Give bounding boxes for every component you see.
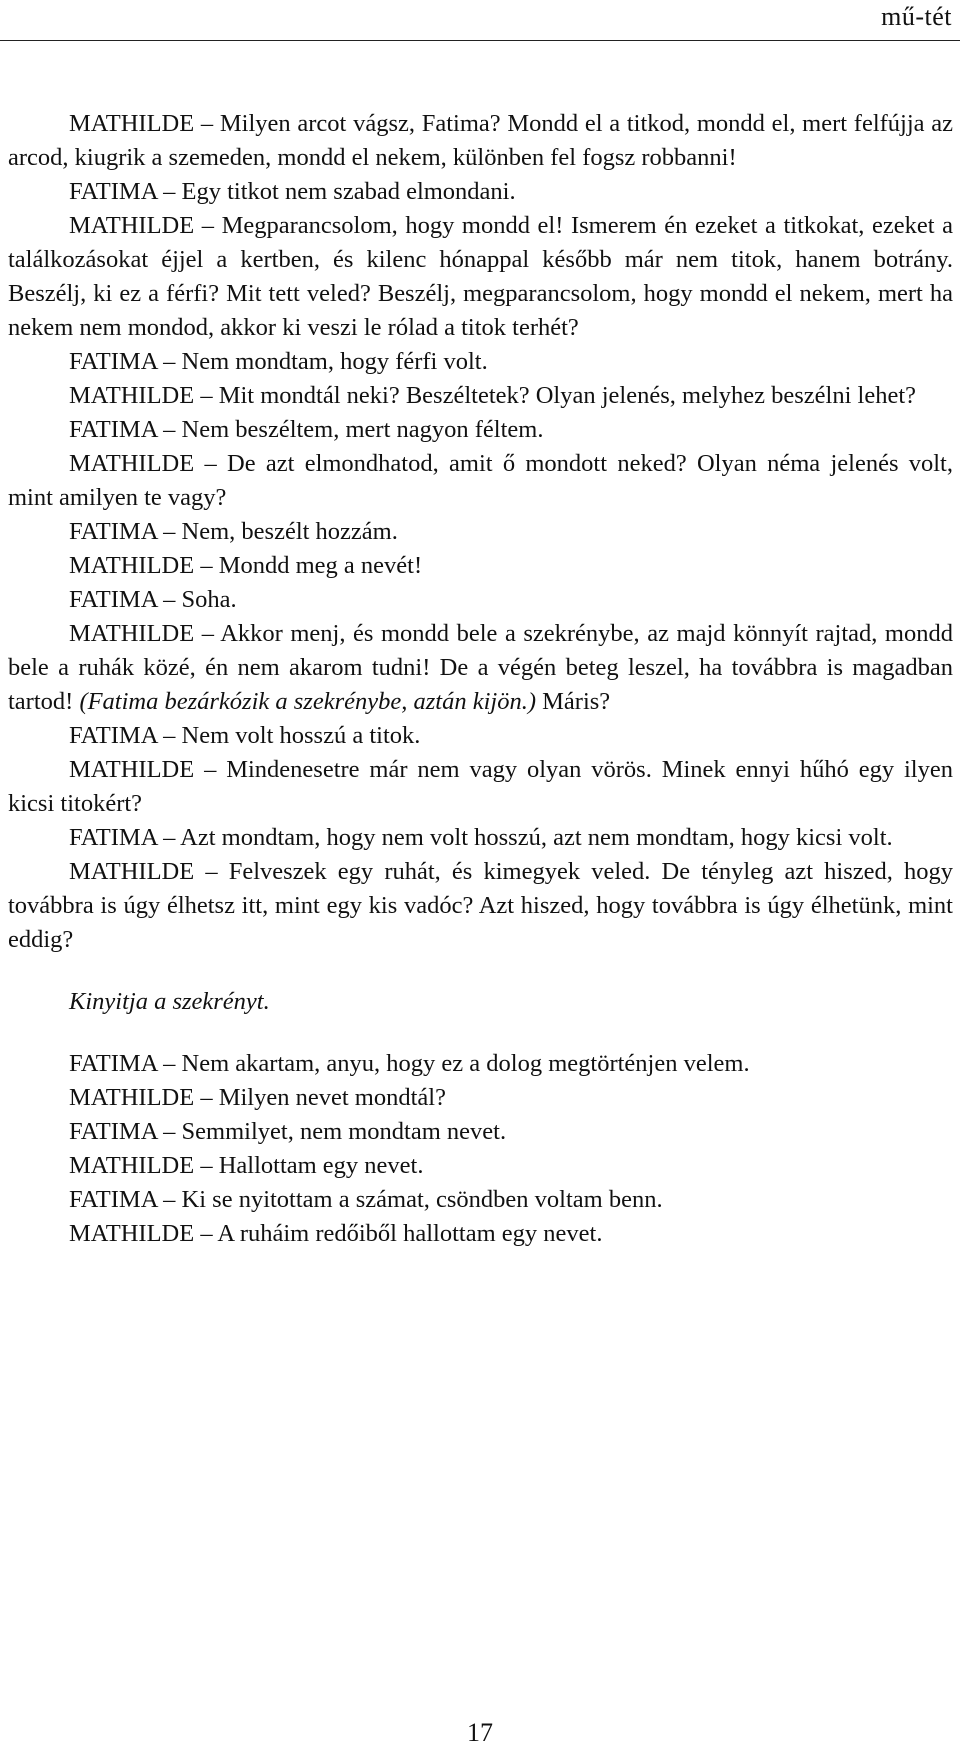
- dialogue-line: FATIMA – Nem, beszélt hozzám.: [69, 518, 398, 545]
- dialogue-line: MATHILDE – Megparancsolom, hogy mondd el! Ismerem én ezeket a titkokat, ezeket a találkozásokat éjjel a kertben, és kilenc hónappal később már nem titok, hanem botrány. Beszélj, ki ez a férfi? Mit tett veled? Beszélj, megparancsolom, hogy mondd el nekem, mert ha nekem nem mondod, akkor ki veszi le rólad a titok terhét?: [8, 212, 953, 341]
- dialogue-line: MATHILDE – De azt elmondhatod, amit ő mondott neked? Olyan néma jelenés volt, mint amilyen te vagy?: [8, 450, 953, 511]
- dialogue-text: Máris?: [536, 688, 611, 715]
- dialogue-line: FATIMA – Nem mondtam, hogy férfi volt.: [69, 348, 488, 375]
- dialogue-line: FATIMA – Egy titkot nem szabad elmondani.: [69, 178, 516, 205]
- dialogue-text: MATHILDE – Akkor menj, és mondd bele a szekrénybe, az majd könnyít rajtad, mondd bele a ruhák közé, én nem akarom tudni! De a végén beteg leszel, ha továbbra is magadban tartod!: [8, 620, 953, 715]
- dialogue-line: MATHILDE – Mindenesetre már nem vagy olyan vörös. Minek ennyi hűhó egy ilyen kicsi titokért?: [8, 756, 953, 817]
- play-text: [8, 107, 953, 1251]
- dialogue-line: FATIMA – Nem beszéltem, mert nagyon féltem.: [69, 416, 544, 443]
- dialogue-line: FATIMA – Soha.: [69, 586, 237, 613]
- dialogue-line: MATHILDE – Mondd meg a nevét!: [69, 552, 423, 579]
- dialogue-line: FATIMA – Azt mondtam, hogy nem volt hosszú, azt nem mondtam, hogy kicsi volt.: [69, 824, 893, 851]
- page-number: 17: [467, 1718, 493, 1747]
- stage-direction-inline: (Fatima bezárkózik a szekrénybe, aztán kijön.): [79, 688, 536, 715]
- dialogue-line: MATHILDE – Mit mondtál neki? Beszéltetek? Olyan jelenés, melyhez beszélni lehet?: [69, 382, 917, 409]
- dialogue-line: MATHILDE – Milyen nevet mondtál?: [69, 1084, 446, 1111]
- dialogue-line: FATIMA – Nem akartam, anyu, hogy ez a dolog megtörténjen velem.: [69, 1050, 750, 1077]
- dialogue-line: MATHILDE – A ruháim redőiből hallottam egy nevet.: [69, 1220, 603, 1247]
- dialogue-line: FATIMA – Ki se nyitottam a számat, csöndben voltam benn.: [69, 1186, 663, 1213]
- dialogue-line: [8, 617, 953, 719]
- dialogue-line: FATIMA – Semmilyet, nem mondtam nevet.: [69, 1118, 507, 1145]
- dialogue-line: FATIMA – Nem volt hosszú a titok.: [69, 722, 421, 749]
- header-rule: [0, 40, 960, 41]
- dialogue-line: MATHILDE – Felveszek egy ruhát, és kimegyek veled. De tényleg azt hiszed, hogy továbbra is úgy élhetsz itt, mint egy kis vadóc? Azt hiszed, hogy továbbra is úgy élhetünk, mint eddig?: [8, 858, 953, 953]
- running-title: mű-tét: [881, 2, 952, 31]
- stage-direction: Kinyitja a szekrényt.: [69, 988, 270, 1015]
- dialogue-line: MATHILDE – Hallottam egy nevet.: [69, 1152, 424, 1179]
- dialogue-line: MATHILDE – Milyen arcot vágsz, Fatima? Mondd el a titkod, mondd el, mert felfújja az arcod, kiugrik a szemeden, mondd el nekem, különben fel fogsz robbanni!: [8, 110, 953, 171]
